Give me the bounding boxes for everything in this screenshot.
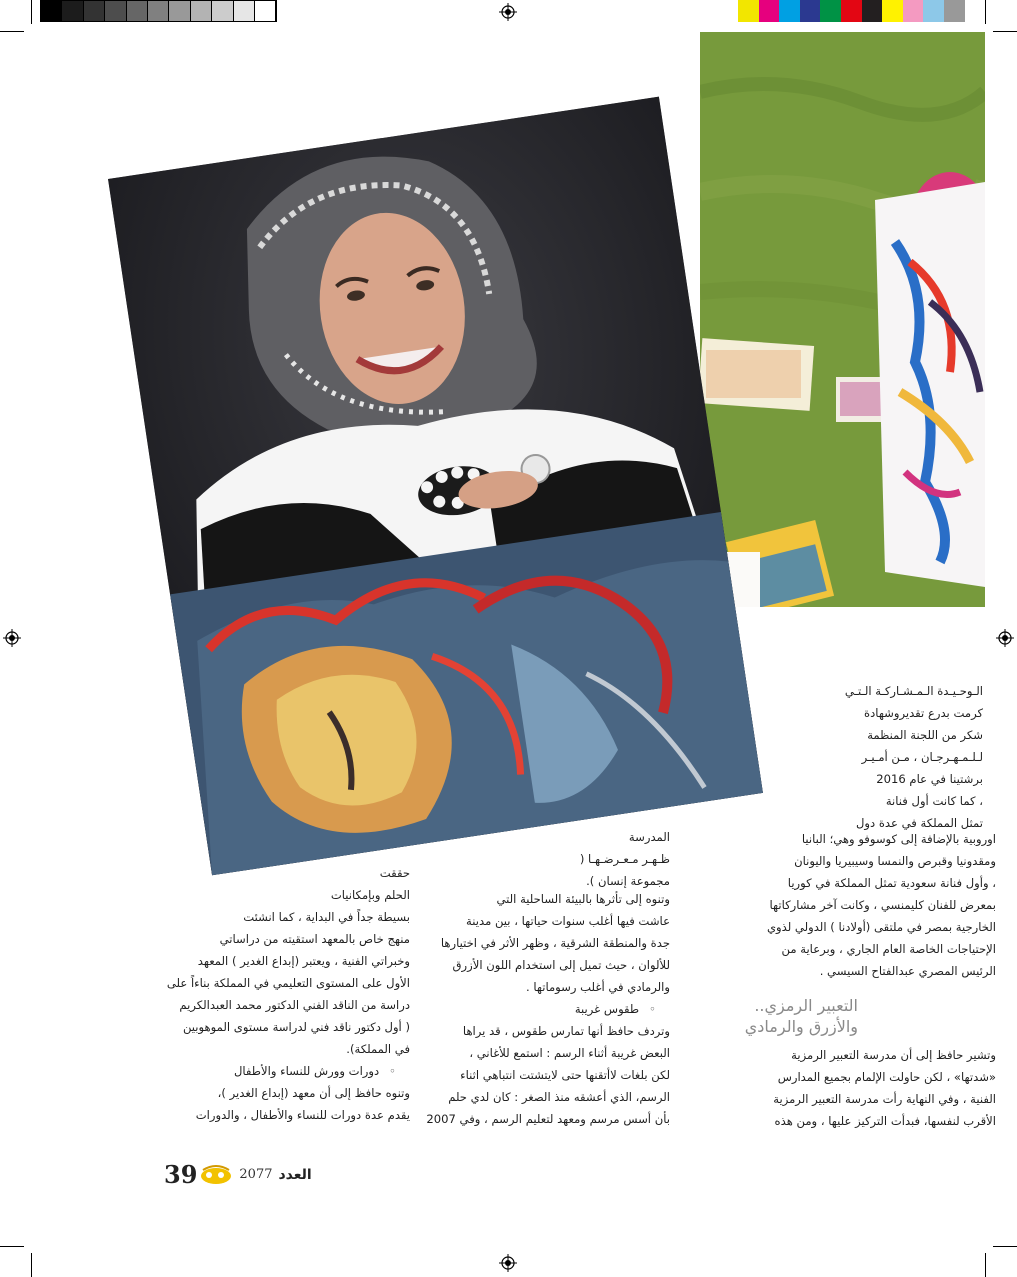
color-swatch	[800, 0, 821, 22]
paragraph-line: كرمت بدرع تقديروشهادة	[864, 706, 983, 720]
paragraph-line: والرمادي في أغلب رسوماتها .	[525, 980, 670, 994]
color-swatch	[759, 0, 780, 22]
outdoor-photo-illustration	[700, 32, 985, 607]
bullet-subheading: ◦ دورات وورش للنساء والأطفال	[160, 1060, 410, 1082]
registration-mark-icon	[499, 1254, 517, 1272]
article-column-left	[160, 862, 410, 1126]
crop-mark	[0, 1246, 24, 1247]
paragraph-line: ظـهـر مـعـرضـهـا (	[579, 852, 670, 866]
paragraph-line: الإحتياجات الخاصة العام الجاري ، وبرعاية من	[781, 942, 996, 956]
gray-swatch	[212, 1, 233, 21]
gray-swatch	[148, 1, 169, 21]
color-swatch	[923, 0, 944, 22]
paragraph-line: المدرسة	[628, 830, 670, 844]
crop-mark	[31, 1253, 32, 1277]
paragraph-line: عاشت فيها أغلب سنوات حياتها ، بين مدينة	[466, 914, 670, 928]
artist-portrait-photo	[108, 97, 763, 876]
paragraph-line: للألوان ، حيث تميل إلى استخدام اللون الأزرق	[452, 958, 670, 972]
paragraph-line: وخبراتي الفنية ، ويعتبر (إبداع الغدير ) المعهد	[197, 954, 410, 968]
color-swatch	[841, 0, 862, 22]
color-swatch	[738, 0, 759, 22]
paragraph-line: الفنية ، وفي النهاية رأت مدرسة التعبير الرمزية	[773, 1092, 996, 1106]
gray-swatch	[41, 1, 62, 21]
color-swatch	[903, 0, 924, 22]
gray-swatch	[255, 1, 276, 21]
paragraph-line: جدة والمنطقة الشرقية ، وظهر الأثر في اختيارها	[440, 936, 670, 950]
paragraph-line: وتنوه حافظ إلى أن معهد (إبداع الغدير )،	[217, 1086, 410, 1100]
paragraph-line: في المملكة).	[346, 1042, 410, 1056]
color-swatch	[779, 0, 800, 22]
gray-swatch	[169, 1, 190, 21]
paragraph-line: وتشير حافظ إلى أن مدرسة التعبير الرمزية	[791, 1048, 996, 1062]
paragraph-line: ، كما كانت أول فنانة	[885, 794, 983, 808]
subheading-line: التعبير الرمزي..	[754, 996, 858, 1015]
paragraph-line: ، وأول فنانة سعودية تمثل المملكة في كوريا	[787, 876, 996, 890]
section-subheading	[700, 995, 858, 1037]
gray-swatch	[62, 1, 83, 21]
color-swatch	[862, 0, 883, 22]
paragraph-line: البعض غريبة أثناء الرسم : استمع للأغاني ،	[469, 1046, 670, 1060]
paragraph-line: الحلم وبإمكانيات	[330, 888, 410, 902]
paragraph-line: تمثل المملكة في عدة دول	[855, 816, 983, 830]
paragraph-line: «شدتها» ، لكن حاولت الإلمام بجميع المدارس	[777, 1070, 996, 1084]
crop-mark	[993, 31, 1017, 32]
magazine-logo-icon	[199, 1164, 233, 1186]
crop-mark	[31, 0, 32, 24]
article-column-middle	[420, 888, 670, 1130]
paragraph-line: وتنوه إلى تأثرها بالبيئة الساحلية التي	[496, 892, 670, 906]
gray-swatch	[234, 1, 255, 21]
registration-mark-icon	[3, 629, 21, 647]
color-calibration-bar	[738, 0, 965, 22]
registration-mark-icon	[996, 629, 1014, 647]
bullet-subheading: ◦ طقوس غريبة	[420, 998, 670, 1020]
color-swatch	[820, 0, 841, 22]
paragraph-line: الرئيس المصري عبدالفتاح السيسي .	[819, 964, 996, 978]
paragraph-line: ( أول دكتور ناقد فني لدراسة مستوى الموهوبين	[182, 1020, 410, 1034]
paragraph-line: دراسة من الناقد الفني الدكتور محمد العبدالكريم	[179, 998, 410, 1012]
paragraph-line: وتردف حافظ أنها تمارس طقوس ، قد يراها	[462, 1024, 670, 1038]
subheading-line: والأزرق والرمادي	[744, 1017, 858, 1036]
issue-label: العدد	[278, 1166, 312, 1183]
issue-number: 2077	[239, 1167, 273, 1182]
paragraph-line: حققت	[379, 866, 410, 880]
paragraph-line: يقدم عدة دورات للنساء والأطفال ، والدورات	[195, 1108, 410, 1122]
paragraph-line: الخارجية بمصر في ملتقى (أولادنا ) الدولي لذوي	[766, 920, 996, 934]
article-column-right	[680, 828, 996, 982]
paragraph-line: الـوحـيـدة الـمـشـاركـة الـتـي	[844, 684, 983, 698]
crop-mark	[0, 31, 24, 32]
paragraph-line: بمعرض للفنان كليمنسي ، وكانت آخر مشاركاتها	[769, 898, 996, 912]
paragraph-line: بأن أسس مرسم ومعهد لتعليم الرسم ، وفي 2007	[426, 1112, 670, 1126]
paragraph-line: الأول على المستوى التعليمي في المملكة بناءاً على	[166, 976, 410, 990]
outdoor-exhibition-photo	[700, 32, 985, 607]
paragraph-line: مجموعة إنسان ).	[586, 874, 670, 888]
grayscale-calibration-bar	[40, 0, 277, 22]
gray-swatch	[191, 1, 212, 21]
artist-portrait-illustration	[108, 97, 763, 876]
paragraph-line: لـلـمـهـرجـان ، مـن أمـيـر	[861, 750, 983, 764]
crop-mark	[985, 0, 986, 24]
page-number: 39	[164, 1160, 198, 1189]
crop-mark	[985, 1253, 986, 1277]
article-column-middle-top	[540, 826, 670, 892]
registration-mark-icon	[499, 3, 517, 21]
paragraph-line: منهج خاص بالمعهد استقيته من دراساتي	[219, 932, 410, 946]
color-swatch	[882, 0, 903, 22]
paragraph-line: بسيطة جداً في البداية ، كما انشئت	[243, 910, 410, 924]
paragraph-line: اوروبية بالإضافة إلى كوسوفو وهي؛ البانيا	[801, 832, 996, 846]
gray-swatch	[84, 1, 105, 21]
gray-swatch	[105, 1, 126, 21]
gray-swatch	[127, 1, 148, 21]
paragraph-line: الأقرب لنفسها، فبدأت التركيز عليها ، ومن هذه	[774, 1114, 996, 1128]
crop-mark	[993, 1246, 1017, 1247]
paragraph-line: برشتينا في عام 2016	[876, 772, 983, 786]
paragraph-line: الرسم، الذي أعشقه منذ الصغر : كان لدي حلم	[448, 1090, 670, 1104]
article-column-right-top	[783, 680, 983, 834]
paragraph-line: شكر من اللجنة المنظمة	[867, 728, 983, 742]
article-column-right-bottom	[680, 1044, 996, 1132]
page-footer	[164, 1160, 312, 1189]
color-swatch	[944, 0, 965, 22]
paragraph-line: ومقدونيا وقبرص والنمسا وسيبيريا واليونان	[794, 854, 996, 868]
paragraph-line: لكن بلغات لاأتقنها حتى لايتشتت انتباهي اثناء	[460, 1068, 670, 1082]
